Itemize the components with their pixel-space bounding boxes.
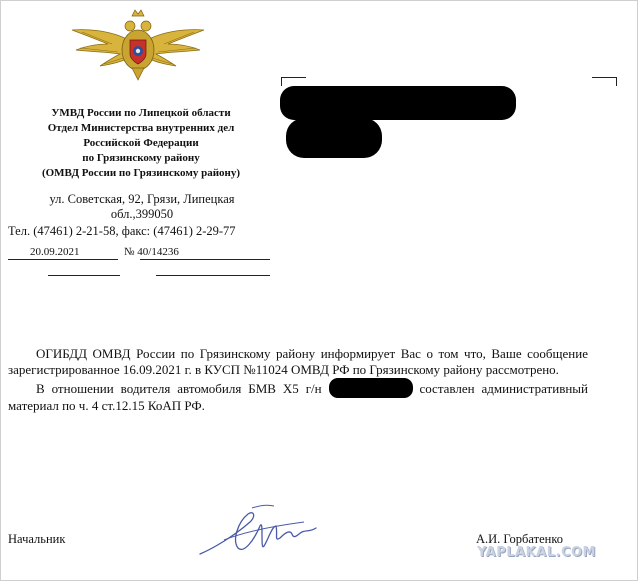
redaction-mark — [280, 86, 516, 120]
redaction-mark — [286, 118, 382, 158]
org-line: (ОМВД России по Грязинскому району) — [41, 167, 241, 179]
body-paragraph — [8, 378, 588, 414]
signatory-name: А.И. Горбатенко — [476, 532, 564, 546]
org-line: Отдел Министерства внутренних дел — [47, 122, 235, 134]
address — [14, 192, 270, 222]
addressee-corner-right — [592, 77, 617, 86]
handwritten-signature — [194, 496, 324, 566]
ref-date-underline — [48, 275, 120, 276]
org-line: УМВД России по Липецкой области — [51, 107, 231, 119]
document-date: 20.09.2021 — [30, 246, 80, 258]
signatory-role: Начальник — [8, 532, 66, 546]
number-value: 14236 — [151, 246, 179, 258]
addressee-corner-left — [281, 77, 306, 86]
body-text: составлен административный материал по ч. 4 ст.12.15 КоАП РФ. — [8, 381, 588, 413]
number-label: № 40/ — [124, 246, 152, 258]
address-line: обл.,399050 — [110, 207, 174, 221]
phone-fax: Тел. (47461) 2-21-58, факс: (47461) 2-29-77 — [8, 224, 236, 238]
mvd-emblem-icon — [68, 6, 208, 88]
body-text: В отношении водителя автомобиля БМВ Х5 г/н — [36, 381, 329, 396]
redacted-plate — [329, 378, 413, 398]
ref-number-underline — [156, 275, 270, 276]
address-line: ул. Советская, 92, Грязи, Липецкая — [49, 192, 235, 206]
letter-body — [8, 346, 588, 414]
org-line: по Грязинскому району — [82, 152, 200, 164]
org-line: Российской Федерации — [83, 137, 199, 149]
body-paragraph: ОГИБДД ОМВД России по Грязинскому району информирует Вас о том что, Ваше сообщение зарегистрированное 16.09.2021 г. в КУСП №11024 ОМВД РФ по Грязинскому району рассмотрено. — [8, 346, 588, 377]
organization-name — [14, 106, 268, 181]
number-underline — [140, 259, 270, 260]
site-watermark: YAPLAKAL.COM — [477, 545, 596, 560]
date-underline — [8, 259, 118, 260]
document-number — [124, 246, 179, 258]
